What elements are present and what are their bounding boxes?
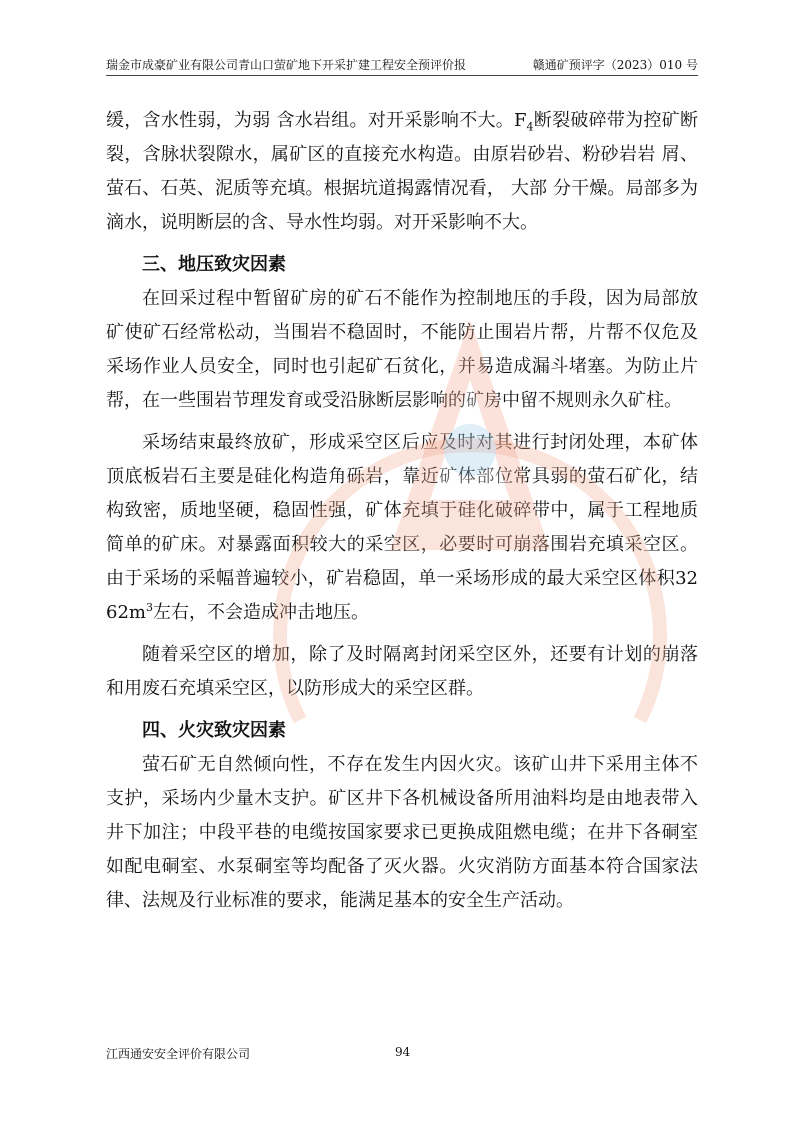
section-heading-fire: 四、火灾致灾因素 xyxy=(142,720,286,741)
page-number: 94 xyxy=(395,1045,411,1059)
paragraph-ground-pressure-2-text: 采场结束最终放矿，形成采空区后应及时对其进行封闭处理，本矿体顶底板岩石主要是硅化构造角砾岩，靠近矿体部位常具弱的萤石矿化，结构致密，质地坚硬，稳固性强，矿体充填于硅化破碎带中，属于工程地质简单的矿床。对暴露面积较大的采空区，必要时可崩落围岩充填采空区。由于采场的采幅普遍较小，矿岩稳固，单一采场形成的最大采空区体积 xyxy=(106,432,698,589)
fault-label: F xyxy=(514,110,527,131)
body-content xyxy=(106,104,698,918)
paragraph-ground-pressure-2-rest: 左右，不会造成冲击地压。 xyxy=(152,602,369,623)
fault-label-subscript: 4 xyxy=(526,120,534,134)
paragraph-fault-water xyxy=(106,104,698,240)
section-heading-ground-pressure: 三、地压致灾因素 xyxy=(142,254,286,275)
header-report-number: 赣通矿预评字（2023）010 号 xyxy=(532,58,698,72)
paragraph-fault-water-text: 缓，含水性弱，为弱 含水岩组。对开采影响不大。 xyxy=(106,110,515,131)
paragraph-fire: 萤石矿无自然倾向性，不存在发生内因火灾。该矿山井下采用主体不支护，采场内少量木支护。矿区井下各机械设备所用油料均是由地表带入井下加注；中段平巷的电缆按国家要求已更换成阻燃电缆；在井下各硐室如配电硐室、水泵硐室等均配备了灭火器。火灾消防方面基本符合国家法律、法规及行业标准的要求，能满足基本的安全生产活动。 xyxy=(106,754,698,911)
paragraph-ground-pressure-3: 随着采空区的增加，除了及时隔离封闭采空区外，还要有计划的崩落和用废石充填采空区，以防形成大的采空区群。 xyxy=(106,644,698,699)
goaf-volume: 3262m xyxy=(106,568,698,623)
footer-company: 江西通安安全评价有限公司 xyxy=(106,1047,251,1061)
page-header xyxy=(106,54,698,76)
paragraph-ground-pressure-1: 在回采过程中暂留矿房的矿石不能作为控制地压的手段，因为局部放矿使矿石经常松动，当围岩不稳固时，不能防止围岩片帮，片帮不仅危及采场作业人员安全，同时也引起矿石贫化，并易造成漏斗堵塞。为防止片帮，在一些围岩节理发育或受沿脉断层影响的矿房中留不规则永久矿柱。 xyxy=(106,288,698,411)
paragraph-fault-water-rest: 断裂破碎带为控矿断裂，含脉状裂隙水，属矿区的直接充水构造。由原岩砂岩、粉砂岩岩 屑、萤石、石英、泥质等充填。根据坑道揭露情况看， 大部 分干燥。局部多为滴水，说明断层的含、导水性均弱。对开采影响不大。 xyxy=(106,110,698,233)
header-rule xyxy=(106,75,698,76)
paragraph-ground-pressure-2 xyxy=(106,426,698,630)
header-report-title: 瑞金市成豪矿业有限公司青山口萤矿地下开采扩建工程安全预评价报 xyxy=(106,58,467,72)
goaf-volume-unit-superscript: 3 xyxy=(145,601,153,614)
